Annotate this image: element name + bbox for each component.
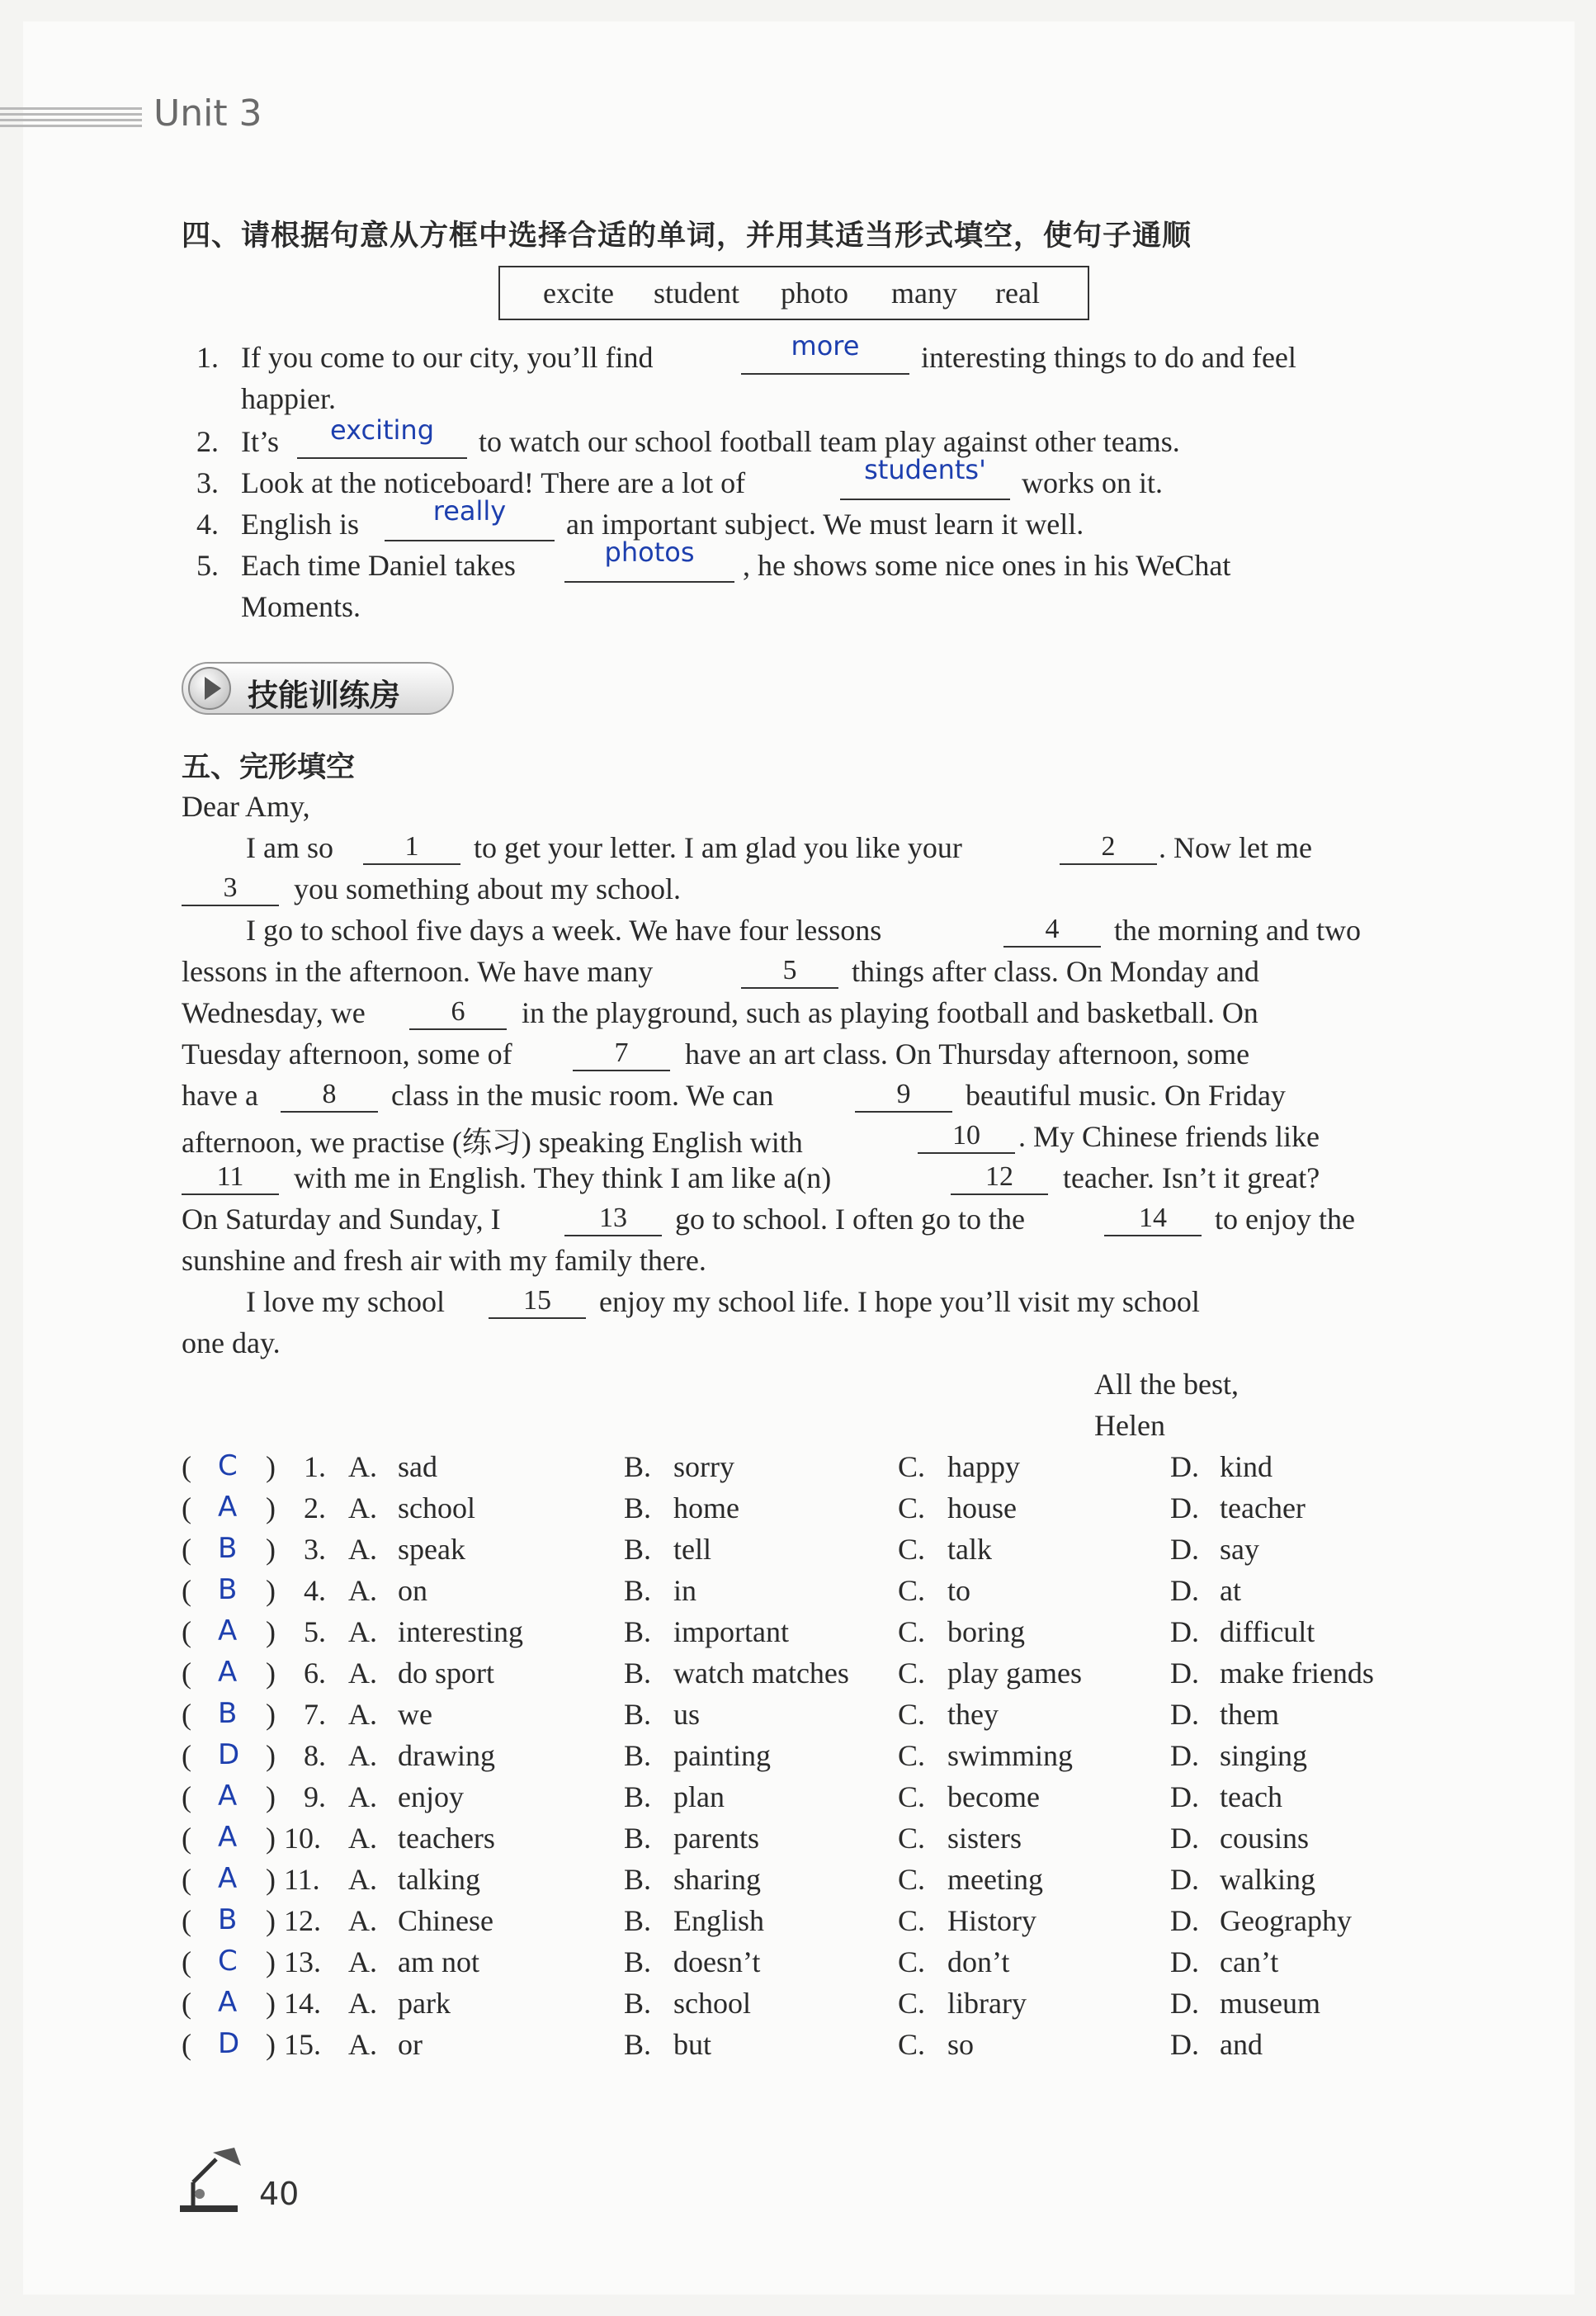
handwritten-choice: D: [218, 1738, 240, 1771]
item-text: If you come to our city, you’ll find: [241, 341, 654, 374]
option-letter: A.: [348, 1533, 377, 1566]
letter-closing: All the best,: [1094, 1368, 1239, 1401]
option-b: watch matches: [673, 1657, 849, 1690]
handwritten-choice: C: [218, 1945, 238, 1978]
option-b: tell: [673, 1533, 711, 1566]
option-d: them: [1220, 1698, 1279, 1731]
option-b: sorry: [673, 1450, 734, 1483]
passage-text: have an art class. On Thursday afternoon, some: [685, 1037, 1250, 1071]
option-c: boring: [947, 1615, 1025, 1648]
passage-text: I am so: [246, 831, 333, 864]
passage-text: one day.: [182, 1326, 281, 1359]
passage-text: beautiful music. On Friday: [966, 1079, 1286, 1112]
answer-blank: [297, 457, 467, 459]
option-d: kind: [1220, 1450, 1273, 1483]
option-c: play games: [947, 1657, 1082, 1690]
option-d: say: [1220, 1533, 1259, 1566]
option-c: become: [947, 1780, 1040, 1813]
close-paren: ): [266, 1657, 276, 1690]
open-paren: (: [182, 1863, 191, 1896]
option-d: Geography: [1220, 1904, 1352, 1937]
item-text: to watch our school football team play against other teams.: [479, 425, 1180, 458]
option-letter: B.: [624, 1698, 652, 1731]
item-text: works on it.: [1022, 466, 1163, 499]
question-number: 3.: [304, 1533, 326, 1566]
option-letter: C.: [898, 1574, 926, 1607]
option-letter: D.: [1170, 1657, 1199, 1690]
option-letter: B.: [624, 1780, 652, 1813]
passage-text: enjoy my school life. I hope you’ll visit my school: [599, 1285, 1200, 1318]
passage-text: On Saturday and Sunday, I: [182, 1203, 501, 1236]
option-letter: A.: [348, 1698, 377, 1731]
item-text: an important subject. We must learn it well.: [566, 508, 1084, 541]
option-b: important: [673, 1615, 789, 1648]
passage-text: class in the music room. We can: [391, 1079, 774, 1112]
option-a: school: [398, 1491, 475, 1524]
question-number: 12.: [284, 1904, 321, 1937]
option-letter: B.: [624, 1657, 652, 1690]
option-letter: C.: [898, 1698, 926, 1731]
open-paren: (: [182, 2028, 191, 2061]
passage-text: . My Chinese friends like: [1018, 1120, 1320, 1153]
option-a: speak: [398, 1533, 465, 1566]
open-paren: (: [182, 1698, 191, 1731]
item-number: 4.: [196, 508, 219, 541]
item-text: Look at the noticeboard! There are a lot of: [241, 466, 746, 499]
question-number: 10.: [284, 1822, 321, 1855]
option-letter: A.: [348, 1863, 377, 1896]
option-a: interesting: [398, 1615, 523, 1648]
handwritten-answer: exciting: [329, 414, 434, 446]
handwritten-choice: C: [218, 1449, 238, 1482]
option-letter: D.: [1170, 1574, 1199, 1607]
cloze-blank: 14: [1104, 1202, 1202, 1236]
question-number: 6.: [304, 1657, 326, 1690]
unit-title: Unit 3: [153, 92, 262, 135]
handwritten-choice: A: [218, 1821, 238, 1854]
word-box-word: student: [654, 277, 739, 310]
option-d: difficult: [1220, 1615, 1315, 1648]
handwritten-choice: A: [218, 1491, 238, 1524]
header-decor-lines: [0, 107, 142, 130]
word-box-word: real: [995, 277, 1040, 310]
close-paren: ): [266, 1863, 276, 1896]
option-c: sisters: [947, 1822, 1022, 1855]
close-paren: ): [266, 1698, 276, 1731]
close-paren: ): [266, 1822, 276, 1855]
answer-blank: [840, 499, 1010, 500]
open-paren: (: [182, 1739, 191, 1772]
option-letter: B.: [624, 1863, 652, 1896]
item-text: interesting things to do and feel: [921, 341, 1296, 374]
close-paren: ): [266, 1904, 276, 1937]
option-a: talking: [398, 1863, 480, 1896]
cloze-blank: 6: [409, 995, 507, 1030]
question-number: 1.: [304, 1450, 326, 1483]
letter-signature: Helen: [1094, 1409, 1165, 1442]
option-letter: B.: [624, 1574, 652, 1607]
answer-blank: [741, 373, 909, 375]
passage-text: you something about my school.: [294, 872, 681, 905]
option-letter: B.: [624, 1450, 652, 1483]
option-letter: B.: [624, 1822, 652, 1855]
option-letter: D.: [1170, 1822, 1199, 1855]
passage-text: have a: [182, 1079, 258, 1112]
option-c: they: [947, 1698, 999, 1731]
open-paren: (: [182, 1904, 191, 1937]
passage-text: go to school. I often go to the: [675, 1203, 1025, 1236]
item-text: It’s: [241, 425, 280, 458]
handwritten-choice: B: [218, 1532, 238, 1565]
item-number: 3.: [196, 466, 219, 499]
option-letter: A.: [348, 1739, 377, 1772]
cloze-blank: 11: [182, 1160, 279, 1195]
option-letter: C.: [898, 1450, 926, 1483]
option-letter: C.: [898, 1739, 926, 1772]
close-paren: ): [266, 1574, 276, 1607]
cloze-blank: 2: [1060, 830, 1157, 865]
open-paren: (: [182, 1491, 191, 1524]
option-c: meeting: [947, 1863, 1043, 1896]
option-letter: A.: [348, 1450, 377, 1483]
cloze-blank: 15: [489, 1284, 586, 1319]
option-b: in: [673, 1574, 697, 1607]
option-letter: B.: [624, 1491, 652, 1524]
option-b: us: [673, 1698, 701, 1731]
cloze-blank: 10: [918, 1119, 1015, 1154]
question-number: 7.: [304, 1698, 326, 1731]
item-text: happier.: [241, 382, 336, 415]
item-text: English is: [241, 508, 360, 541]
passage-text: to enjoy the: [1215, 1203, 1355, 1236]
option-c: talk: [947, 1533, 992, 1566]
word-box-word: photo: [781, 277, 849, 310]
passage-text: things after class. On Monday and: [852, 955, 1259, 988]
option-c: house: [947, 1491, 1017, 1524]
option-a: drawing: [398, 1739, 495, 1772]
option-letter: B.: [624, 1739, 652, 1772]
handwritten-choice: A: [218, 1656, 238, 1689]
option-a: park: [398, 1987, 451, 2020]
option-letter: D.: [1170, 1615, 1199, 1648]
option-letter: D.: [1170, 1945, 1199, 1978]
passage-text: with me in English. They think I am like a(n): [294, 1161, 832, 1194]
question-number: 13.: [284, 1945, 321, 1978]
open-paren: (: [182, 1822, 191, 1855]
page-number: 40: [259, 2176, 300, 2212]
option-d: cousins: [1220, 1822, 1309, 1855]
item-number: 1.: [196, 341, 219, 374]
handwritten-choice: D: [218, 2027, 240, 2060]
option-letter: C.: [898, 1615, 926, 1648]
option-b: painting: [673, 1739, 771, 1772]
option-a: enjoy: [398, 1780, 464, 1813]
close-paren: ): [266, 1615, 276, 1648]
option-letter: C.: [898, 1533, 926, 1566]
cloze-blank: 3: [182, 872, 279, 906]
option-d: at: [1220, 1574, 1241, 1607]
item-text: , he shows some nice ones in his WeChat: [743, 549, 1231, 582]
passage-text: I love my school: [246, 1285, 445, 1318]
play-triangle-icon: [205, 677, 221, 700]
cloze-blank: 5: [741, 954, 838, 989]
option-c: don’t: [947, 1945, 1010, 1978]
option-c: to: [947, 1574, 971, 1607]
cloze-blank: 13: [564, 1202, 662, 1236]
question-number: 14.: [284, 1987, 321, 2020]
option-d: walking: [1220, 1863, 1315, 1896]
open-paren: (: [182, 1945, 191, 1978]
option-a: teachers: [398, 1822, 495, 1855]
passage-text: the morning and two: [1114, 914, 1361, 947]
answer-blank: [385, 540, 555, 541]
option-a: sad: [398, 1450, 437, 1483]
option-d: teacher: [1220, 1491, 1306, 1524]
close-paren: ): [266, 1533, 276, 1566]
close-paren: ): [266, 2028, 276, 2061]
option-c: History: [947, 1904, 1036, 1937]
option-d: teach: [1220, 1780, 1282, 1813]
option-a: or: [398, 2028, 423, 2061]
passage-text: Wednesday, we: [182, 996, 366, 1029]
option-letter: A.: [348, 1615, 377, 1648]
open-paren: (: [182, 1780, 191, 1813]
option-letter: D.: [1170, 1533, 1199, 1566]
option-a: do sport: [398, 1657, 494, 1690]
handwritten-choice: B: [218, 1903, 238, 1936]
option-letter: D.: [1170, 1780, 1199, 1813]
question-number: 11.: [284, 1863, 320, 1896]
close-paren: ): [266, 1945, 276, 1978]
option-letter: B.: [624, 1533, 652, 1566]
option-letter: C.: [898, 1491, 926, 1524]
item-number: 2.: [196, 425, 219, 458]
question-number: 4.: [304, 1574, 326, 1607]
option-letter: C.: [898, 1780, 926, 1813]
option-b: parents: [673, 1822, 759, 1855]
option-b: sharing: [673, 1863, 761, 1896]
passage-text: lessons in the afternoon. We have many: [182, 955, 654, 988]
handwritten-choice: A: [218, 1614, 238, 1647]
desk-lamp-icon: [177, 2141, 251, 2215]
option-d: singing: [1220, 1739, 1308, 1772]
open-paren: (: [182, 1987, 191, 2020]
question-number: 15.: [284, 2028, 321, 2061]
word-box-word: excite: [543, 277, 614, 310]
passage-text: in the playground, such as playing football and basketball. On: [522, 996, 1258, 1029]
option-letter: C.: [898, 1904, 926, 1937]
option-letter: B.: [624, 1945, 652, 1978]
option-a: on: [398, 1574, 427, 1607]
passage-text: teacher. Isn’t it great?: [1063, 1161, 1320, 1194]
close-paren: ): [266, 1780, 276, 1813]
option-letter: C.: [898, 1863, 926, 1896]
word-box-word: many: [891, 277, 957, 310]
word-box: [498, 266, 1089, 320]
option-d: can’t: [1220, 1945, 1279, 1978]
cloze-blank: 7: [573, 1037, 670, 1071]
option-letter: A.: [348, 1904, 377, 1937]
option-letter: D.: [1170, 1739, 1199, 1772]
question-number: 2.: [304, 1491, 326, 1524]
option-b: doesn’t: [673, 1945, 761, 1978]
badge-label: 技能训练房: [248, 678, 400, 713]
option-letter: D.: [1170, 1491, 1199, 1524]
letter-greeting: Dear Amy,: [182, 790, 310, 823]
handwritten-answer: more: [791, 330, 860, 362]
handwritten-choice: A: [218, 1862, 238, 1895]
question-number: 8.: [304, 1739, 326, 1772]
handwritten-answer: photos: [604, 536, 695, 568]
passage-text: Tuesday afternoon, some of: [182, 1037, 512, 1071]
item-text: Moments.: [241, 590, 361, 623]
option-letter: D.: [1170, 1698, 1199, 1731]
item-text: Each time Daniel takes: [241, 549, 516, 582]
handwritten-answer: students': [864, 454, 986, 485]
option-letter: D.: [1170, 1987, 1199, 2020]
option-letter: A.: [348, 1822, 377, 1855]
option-letter: A.: [348, 2028, 377, 2061]
passage-text: sunshine and fresh air with my family there.: [182, 1244, 706, 1277]
option-b: school: [673, 1987, 751, 2020]
passage-text: to get your letter. I am glad you like your: [474, 831, 962, 864]
close-paren: ): [266, 1739, 276, 1772]
cloze-blank: 8: [281, 1078, 378, 1113]
section4-title: 四、请根据句意从方框中选择合适的单词，并用其适当形式填空，使句子通顺: [182, 220, 1192, 253]
cloze-blank: 12: [951, 1160, 1048, 1195]
option-letter: C.: [898, 1987, 926, 2020]
option-c: happy: [947, 1450, 1020, 1483]
item-number: 5.: [196, 549, 219, 582]
option-b: but: [673, 2028, 712, 2061]
option-b: home: [673, 1491, 739, 1524]
option-letter: D.: [1170, 2028, 1199, 2061]
passage-text: I go to school five days a week. We have four lessons: [246, 914, 882, 947]
cloze-blank: 9: [855, 1078, 952, 1113]
option-letter: D.: [1170, 1450, 1199, 1483]
option-b: plan: [673, 1780, 725, 1813]
question-number: 5.: [304, 1615, 326, 1648]
option-d: make friends: [1220, 1657, 1374, 1690]
option-a: Chinese: [398, 1904, 493, 1937]
option-a: we: [398, 1698, 432, 1731]
option-letter: C.: [898, 1945, 926, 1978]
handwritten-answer: really: [432, 495, 507, 527]
handwritten-choice: A: [218, 1986, 238, 2019]
option-c: so: [947, 2028, 975, 2061]
handwritten-choice: B: [218, 1697, 238, 1730]
option-letter: A.: [348, 1780, 377, 1813]
answer-blank: [564, 581, 734, 583]
option-c: swimming: [947, 1739, 1074, 1772]
cloze-blank: 4: [1003, 913, 1101, 948]
open-paren: (: [182, 1533, 191, 1566]
open-paren: (: [182, 1450, 191, 1483]
option-letter: A.: [348, 1987, 377, 2020]
open-paren: (: [182, 1615, 191, 1648]
option-letter: C.: [898, 2028, 926, 2061]
option-letter: C.: [898, 1822, 926, 1855]
option-letter: A.: [348, 1657, 377, 1690]
close-paren: ): [266, 1987, 276, 2020]
option-letter: A.: [348, 1945, 377, 1978]
close-paren: ): [266, 1491, 276, 1524]
option-c: library: [947, 1987, 1027, 2020]
close-paren: ): [266, 1450, 276, 1483]
option-letter: A.: [348, 1491, 377, 1524]
option-letter: B.: [624, 1904, 652, 1937]
open-paren: (: [182, 1657, 191, 1690]
option-b: English: [673, 1904, 765, 1937]
option-letter: A.: [348, 1574, 377, 1607]
option-d: museum: [1220, 1987, 1320, 2020]
option-letter: B.: [624, 1615, 652, 1648]
cloze-blank: 1: [363, 830, 460, 865]
passage-text: . Now let me: [1159, 831, 1312, 864]
option-letter: D.: [1170, 1904, 1199, 1937]
option-letter: D.: [1170, 1863, 1199, 1896]
option-d: and: [1220, 2028, 1263, 2061]
option-letter: B.: [624, 1987, 652, 2020]
skill-training-badge: [182, 659, 459, 718]
option-letter: B.: [624, 2028, 652, 2061]
open-paren: (: [182, 1574, 191, 1607]
handwritten-choice: A: [218, 1780, 238, 1813]
question-number: 9.: [304, 1780, 326, 1813]
option-a: am not: [398, 1945, 479, 1978]
handwritten-choice: B: [218, 1573, 238, 1606]
passage-text: afternoon, we practise (练习) speaking English with: [182, 1126, 803, 1159]
option-letter: C.: [898, 1657, 926, 1690]
section5-title: 五、完形填空: [182, 751, 356, 784]
